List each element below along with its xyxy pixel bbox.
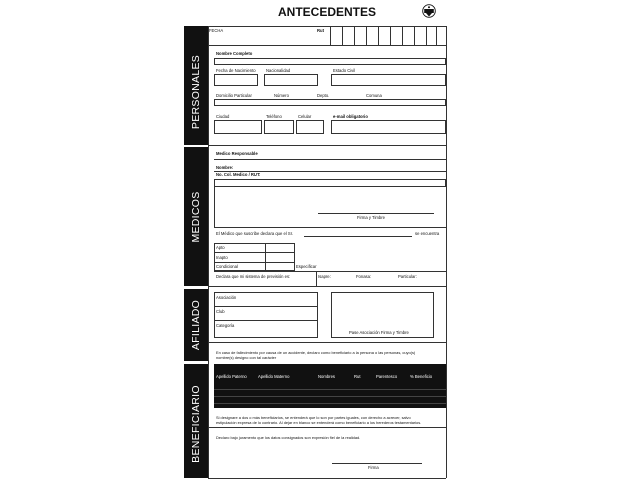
estado-civil-field[interactable] bbox=[331, 74, 446, 86]
beneficiario-col-header: Parentesco bbox=[376, 374, 398, 379]
encuentra-label: se encuentra bbox=[415, 231, 440, 236]
condicional-option[interactable]: Condicional bbox=[216, 264, 238, 269]
page-title: ANTECEDENTES bbox=[277, 5, 376, 19]
beneficiario-table-header bbox=[214, 364, 446, 382]
ciudad-label: Ciudad bbox=[216, 114, 230, 119]
firma-timbre-label: Firma y Timbre bbox=[357, 215, 385, 220]
fecha-label: FECHA bbox=[209, 28, 224, 33]
nacionalidad-field[interactable] bbox=[264, 74, 318, 86]
club-label: Club bbox=[216, 309, 225, 314]
domicilio-label: Domicilio Particular bbox=[216, 93, 252, 98]
estado-civil-label: Estado Civil bbox=[333, 68, 356, 73]
section-label-afiliado: AFILIADO bbox=[190, 299, 202, 351]
celular-field[interactable] bbox=[296, 120, 324, 134]
beneficiario-col-header: Apellido Paterno bbox=[216, 374, 247, 379]
medico-responsable-label: Medico Responsable bbox=[216, 151, 258, 156]
fonasa-option[interactable]: Fonasa: bbox=[356, 274, 372, 279]
section-label-personales: PERSONALES bbox=[190, 54, 202, 130]
medico-rut-field[interactable] bbox=[214, 179, 446, 187]
nombre-medico-label: Nombre: bbox=[216, 165, 234, 170]
beneficiario-col-header: % Beneficio bbox=[410, 374, 433, 379]
section-label-medicos: MEDICOS bbox=[190, 191, 202, 243]
firma-label: Firma bbox=[368, 465, 379, 470]
section-label-beneficiario: BENEFICIARIO bbox=[190, 385, 202, 463]
fallecimiento-text-1: En caso de fallecimiento por causa de un accidente, declaro como beneficiario a la persona o las personas, cuyo(s) bbox=[216, 350, 416, 355]
email-label: e-mail obligatorio bbox=[333, 114, 368, 119]
nombre-completo-field[interactable] bbox=[214, 58, 446, 65]
fecha-nacimiento-label: Fecha de Nacimiento bbox=[216, 68, 256, 73]
domicilio-field[interactable] bbox=[214, 99, 446, 106]
beneficiario-col-header: Rut bbox=[354, 374, 361, 379]
asociacion-label: Asociación bbox=[216, 295, 237, 300]
beneficiario-table-bottom bbox=[214, 382, 446, 408]
email-field[interactable] bbox=[331, 120, 446, 134]
inapto-option[interactable]: Inapto bbox=[216, 255, 228, 260]
declara-label: El Médico que suscribe declara que el Sr. bbox=[216, 231, 294, 236]
note-text-1: Si designare a dos o más beneficiarios, se entenderá que lo son por partes iguales, con derecho a acrecer, salvo bbox=[216, 415, 411, 420]
firma-line[interactable] bbox=[332, 463, 422, 464]
nombre-completo-label: Nombre Completo bbox=[216, 51, 253, 56]
telefono-field[interactable] bbox=[264, 120, 294, 134]
beneficiario-col-header: Nombres bbox=[318, 374, 335, 379]
comuna-label: Comuna bbox=[366, 93, 382, 98]
medico-firma-line[interactable] bbox=[318, 213, 434, 214]
asociacion-line[interactable] bbox=[214, 306, 318, 307]
rut-label: Rut bbox=[317, 28, 324, 33]
fecha-nacimiento-field[interactable] bbox=[214, 74, 258, 86]
pase-label: Pase Asociación Firma y Timbre bbox=[349, 330, 409, 335]
declara-prevision-label: Declara que mi sistema de previsión es: bbox=[216, 274, 291, 279]
celular-label: Celular bbox=[298, 114, 312, 119]
apto-option[interactable]: Apto bbox=[216, 245, 225, 250]
particular-option[interactable]: Particular: bbox=[398, 274, 417, 279]
especificar-label: Especificar bbox=[296, 264, 317, 269]
beneficiario-col-header: Apellido Materno bbox=[258, 374, 290, 379]
numero-label: Número bbox=[274, 93, 289, 98]
telefono-label: Teléfono bbox=[266, 114, 282, 119]
declaro-text: Declaro bajo juramento que los datos consignados son expresión fiel de la realidad. bbox=[216, 435, 361, 440]
declara-nombre-line[interactable] bbox=[304, 236, 412, 237]
fallecimiento-text-2: nombre(s) designo con tal carácter bbox=[216, 355, 277, 360]
club-line[interactable] bbox=[214, 320, 318, 321]
depto-label: Depto. bbox=[317, 93, 330, 98]
nacionalidad-label: Nacionalidad bbox=[266, 68, 291, 73]
ciudad-field[interactable] bbox=[214, 120, 262, 134]
isapre-option[interactable]: Isapre: bbox=[318, 274, 331, 279]
logo-icon bbox=[422, 4, 436, 18]
categoria-label: Categoría bbox=[216, 323, 235, 328]
no-col-label: No. Col. Medico / RUT: bbox=[216, 172, 261, 177]
note-text-2: estipulación expresa de lo contrario. Al dejar en blanco se entenderá como beneficiario a los herederos testamentarios. bbox=[216, 420, 422, 425]
